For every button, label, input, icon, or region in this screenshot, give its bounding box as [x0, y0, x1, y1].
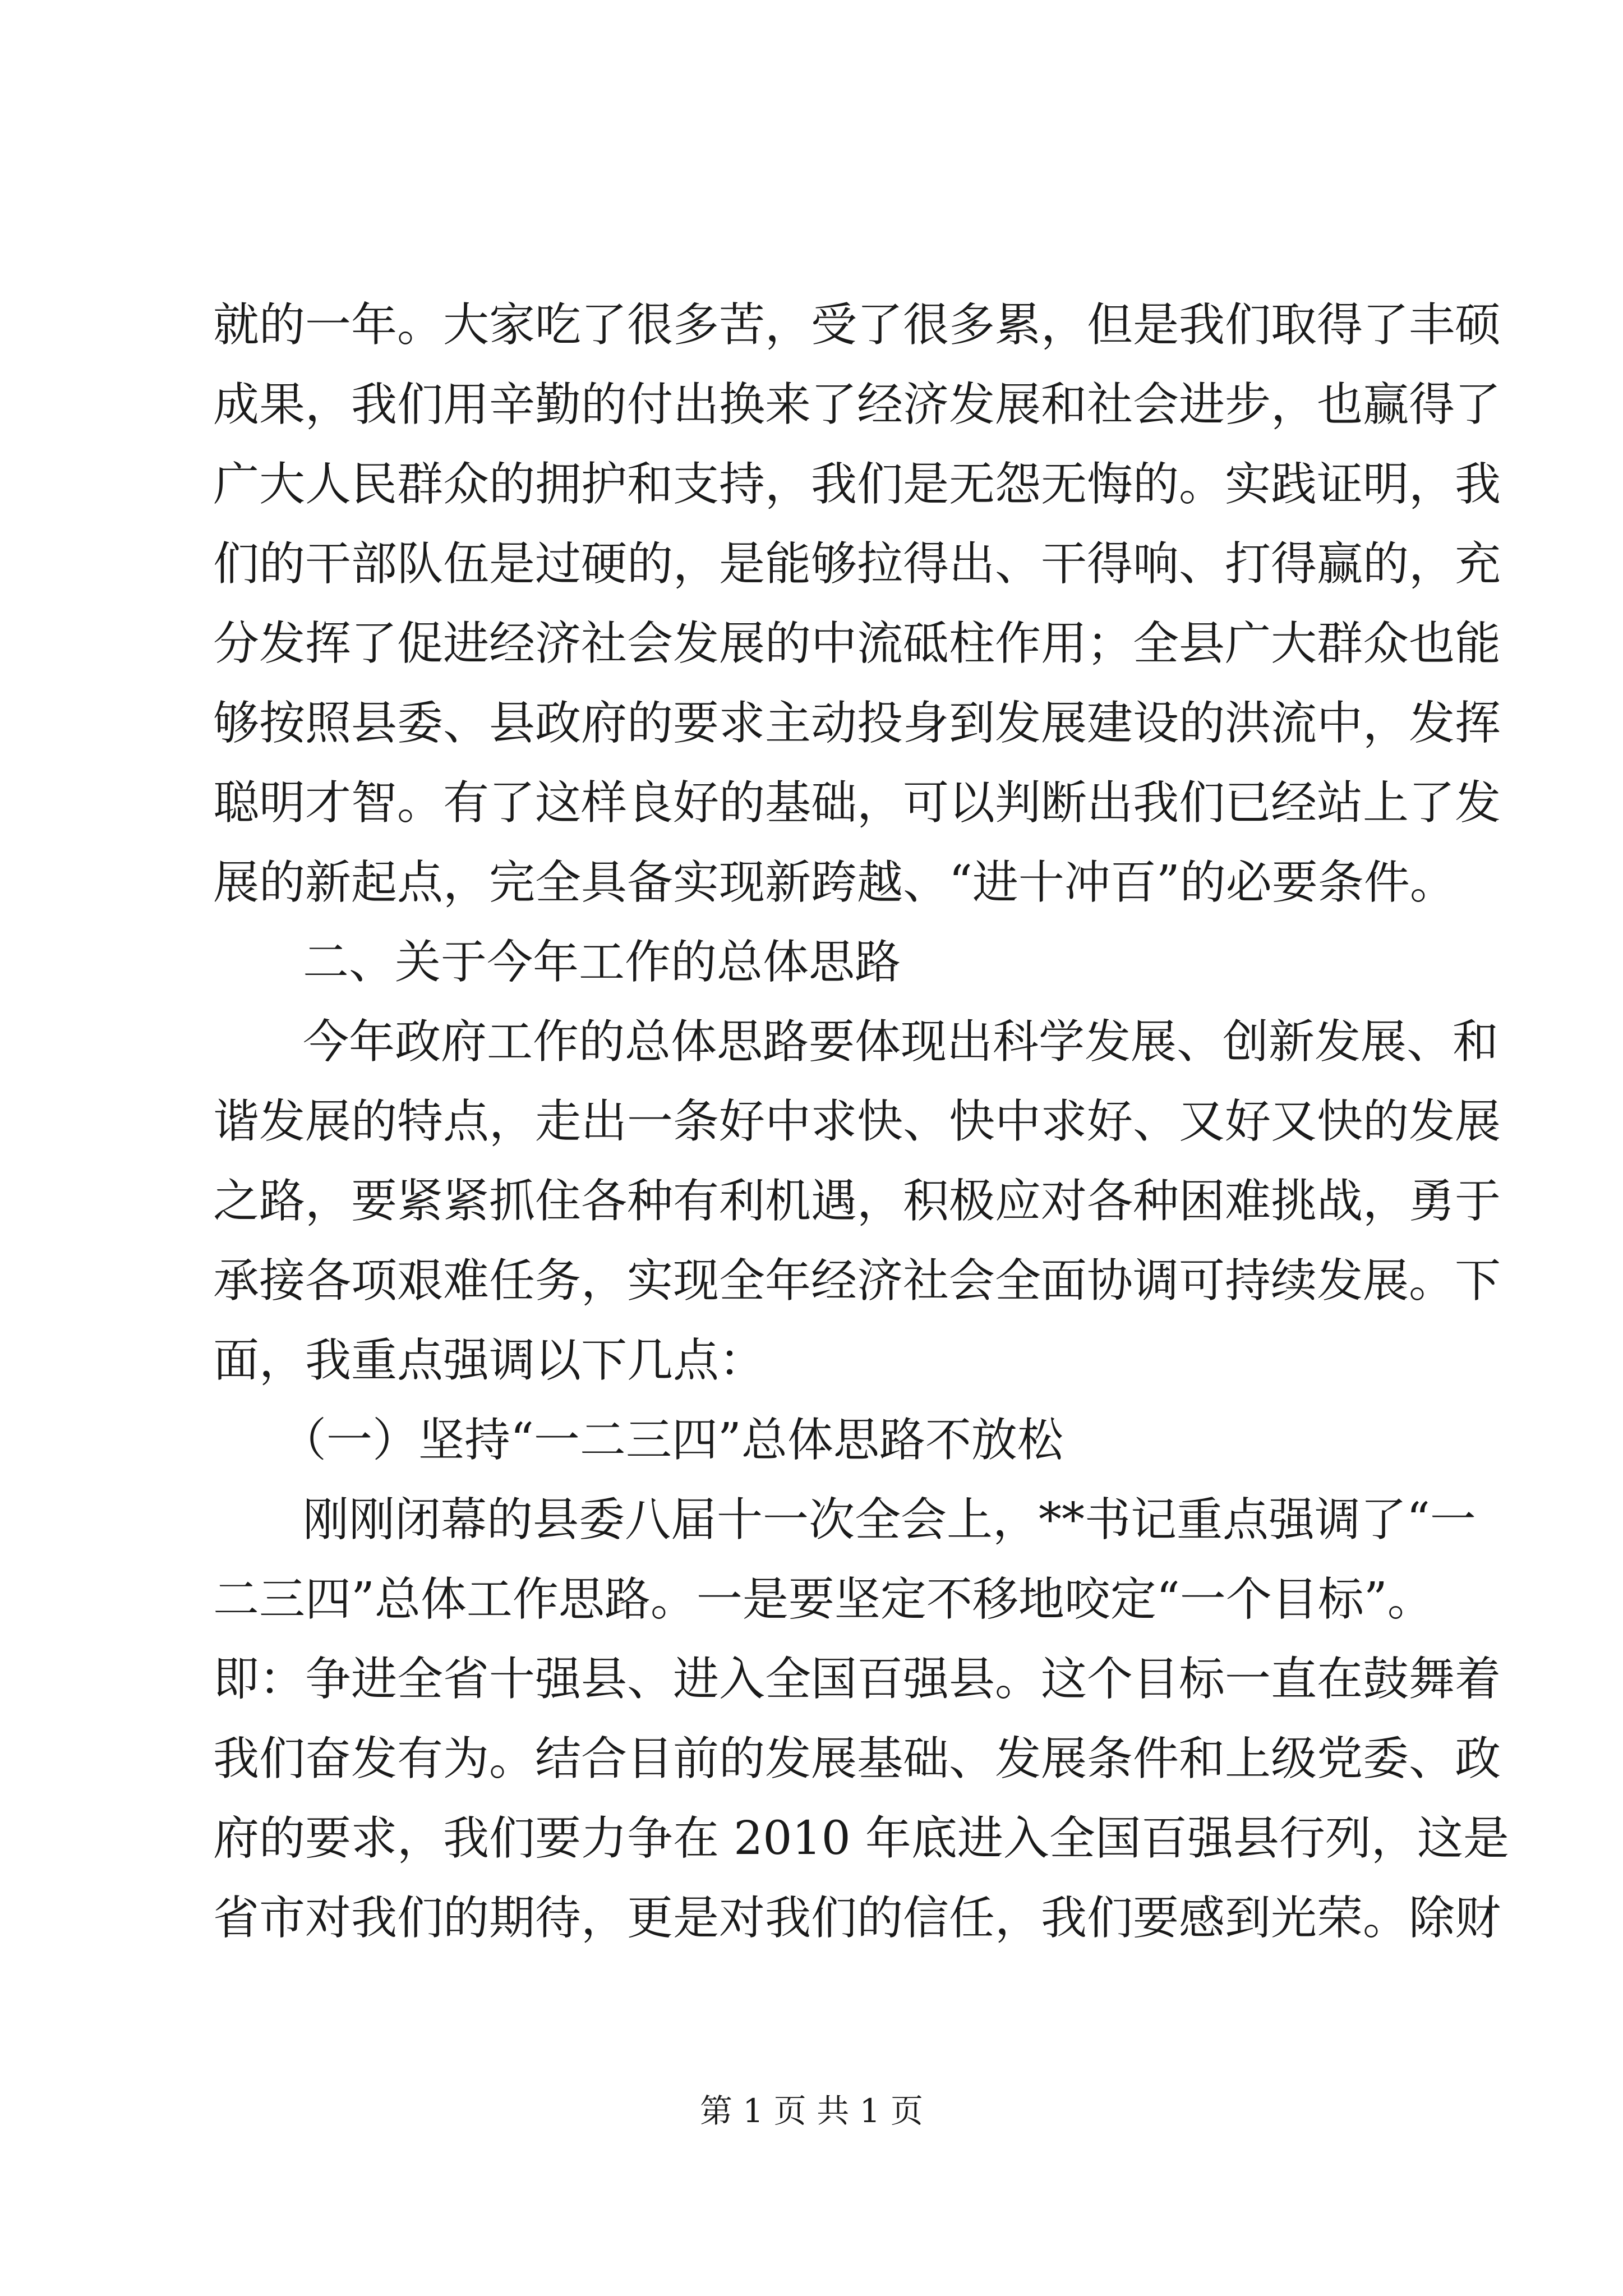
- body-line-20: 府的要求，我们要力争在 2010 年底进入全国百强县行列，这是: [213, 1812, 1509, 1865]
- body-line-10: 今年政府工作的总体思路要体现出科学发展、创新发展、和: [303, 1015, 1499, 1069]
- subsection-heading: （一）坚持“一二三四”总体思路不放松: [280, 1414, 1063, 1467]
- body-line-12: 之路，要紧紧抓住各种有利机遇，积极应对各种困难挑战，勇于: [213, 1175, 1501, 1228]
- body-line-13: 承接各项艰难任务，实现全年经济社会全面协调可持续发展。下: [213, 1254, 1501, 1308]
- body-line-4: 们的干部队伍是过硬的，是能够拉得出、干得响、打得赢的，充: [213, 537, 1501, 591]
- body-line-5: 分发挥了促进经济社会发展的中流砥柱作用；全县广大群众也能: [213, 617, 1501, 670]
- section-heading: 二、关于今年工作的总体思路: [303, 936, 901, 989]
- body-line-18: 即：争进全省十强县、进入全国百强县。这个目标一直在鼓舞着: [213, 1653, 1501, 1706]
- body-line-7: 聪明才智。有了这样良好的基础，可以判断出我们已经站上了发: [213, 776, 1501, 830]
- body-line-6: 够按照县委、县政府的要求主动投身到发展建设的洪流中，发挥: [213, 697, 1501, 750]
- body-line-16: 刚刚闭幕的县委八届十一次全会上，**书记重点强调了“一: [303, 1493, 1476, 1547]
- body-line-8: 展的新起点，完全具备实现新跨越、“进十冲百”的必要条件。: [213, 856, 1456, 909]
- body-line-11: 谐发展的特点，走出一条好中求快、快中求好、又好又快的发展: [213, 1095, 1501, 1148]
- body-line-14: 面，我重点强调以下几点：: [213, 1334, 766, 1387]
- body-line-3: 广大人民群众的拥护和支持，我们是无怨无悔的。实践证明，我: [213, 458, 1501, 511]
- body-line-21: 省市对我们的期待，更是对我们的信任，我们要感到光荣。除财: [213, 1892, 1501, 1945]
- page-footer: 第 1 页 共 1 页: [700, 2092, 923, 2130]
- body-line-19: 我们奋发有为。结合目前的发展基础、发展条件和上级党委、政: [213, 1732, 1501, 1786]
- body-line-2: 成果，我们用辛勤的付出换来了经济发展和社会进步，也赢得了: [213, 378, 1501, 431]
- body-line-1: 就的一年。大家吃了很多苦，受了很多累，但是我们取得了丰硕: [213, 298, 1501, 352]
- body-line-17: 二三四”总体工作思路。一是要坚定不移地咬定“一个目标”。: [213, 1573, 1433, 1626]
